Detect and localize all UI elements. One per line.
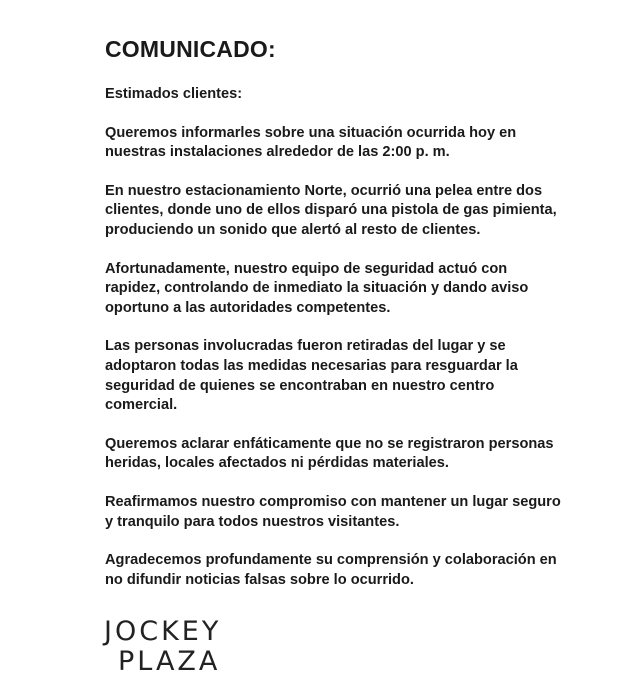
paragraph-greeting: Estimados clientes: [105,86,243,102]
statement-document [105,36,610,609]
document-title: COMUNICADO: [105,36,276,62]
paragraph-thanks: Agradecemos profundamente su comprensión y colaboración en no difundir noticias falsas sobre lo ocurrido. [105,552,557,588]
paragraph-clarification: Queremos aclarar enfáticamente que no se registraron personas heridas, locales afectados ni pérdidas materiales. [105,435,554,472]
paragraph-security-response: Afortunadamente, nuestro equipo de seguridad actuó con rapidez, controlando de inmediato la situación y dando aviso oportuno a las autoridades competentes. [105,260,529,316]
paragraph-intro: Queremos informarles sobre una situación ocurrida hoy en nuestras instalaciones alrededor de las 2:00 p. m. [105,124,517,161]
paragraph-incident: En nuestro estacionamiento Norte, ocurrió una pelea entre dos clientes, donde uno de ellos disparó una pistola de gas pimienta, produciendo un sonido que alertó al resto de clientes. [105,182,557,238]
logo-line-2: PLAZA [118,646,221,677]
jockey-plaza-logo [104,617,221,677]
paragraph-measures: Las personas involucradas fueron retiradas del lugar y se adoptaron todas las medidas necesarias para resguardar la seguridad de quienes se encontraban en nuestro centro comercial. [105,338,518,414]
paragraph-commitment: Reafirmamos nuestro compromiso con mantener un lugar seguro y tranquilo para todos nuestros visitantes. [105,493,561,530]
logo-line-1: JOCKEY [104,616,222,647]
